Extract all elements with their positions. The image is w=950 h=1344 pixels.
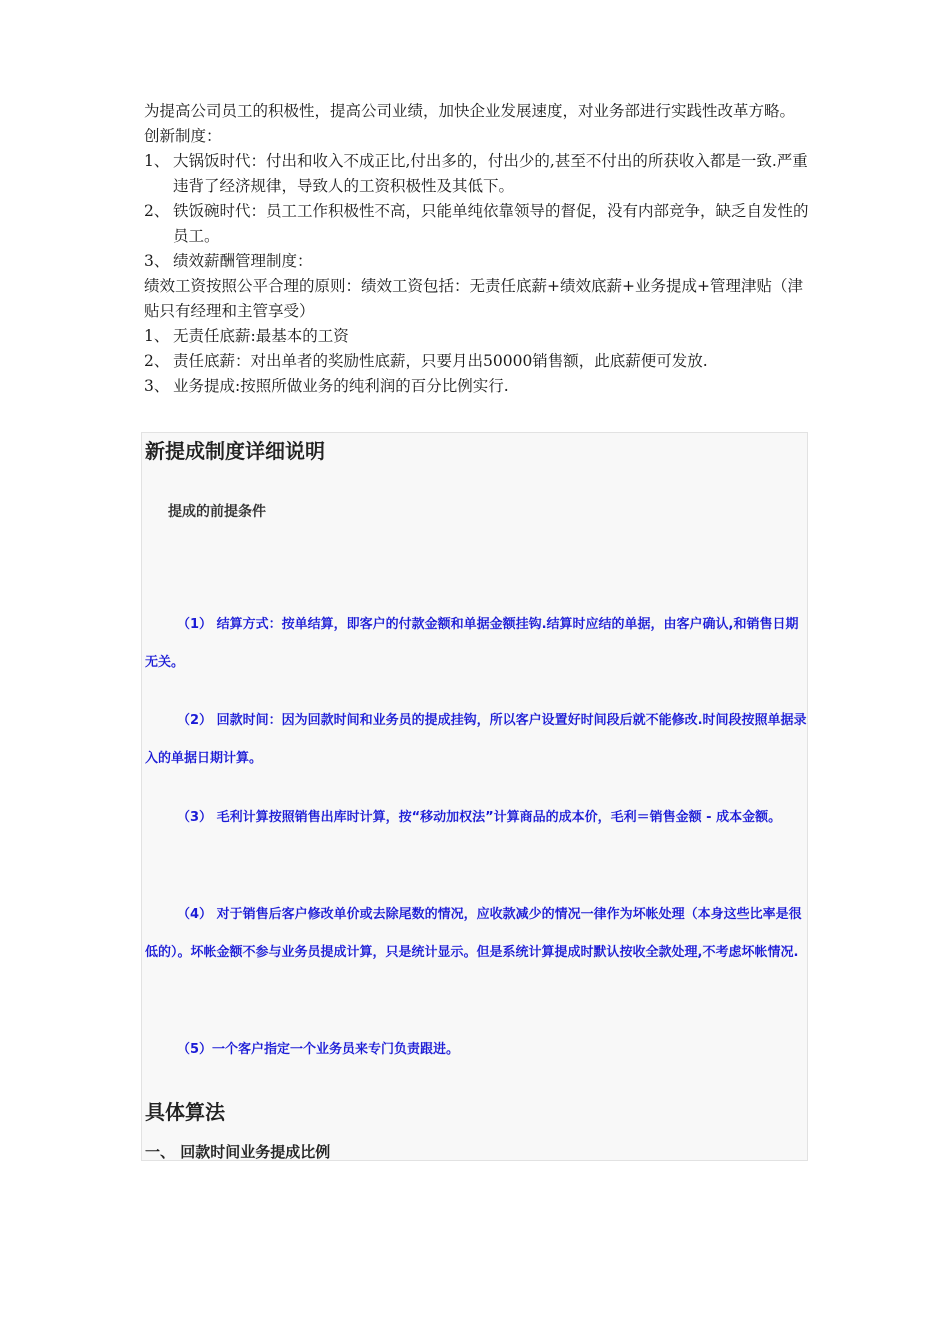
rule-text: （2） 回款时间：因为回款时间和业务员的提成挂钩，所以客户设置好时间段后就不能修改.时间段按照单据录入的单据日期计算。 xyxy=(145,713,807,766)
list-text: 大锅饭时代：付出和收入不成正比,付出多的，付出少的,甚至不付出的所获收入都是一致.严重违背了经济规律，导致人的工资积极性及其低下。 xyxy=(173,152,808,195)
section-title: 新提成制度详细说明 xyxy=(145,439,325,463)
list-text: 绩效薪酬管理制度： xyxy=(173,252,313,270)
list-number: 2、 xyxy=(144,202,170,220)
list-text: 业务提成:按照所做业务的纯利润的百分比例实行. xyxy=(173,377,509,395)
list-item xyxy=(144,324,810,349)
list-number: 3、 xyxy=(144,377,170,395)
list-item xyxy=(144,349,810,374)
list-number: 1、 xyxy=(144,152,170,170)
list-item xyxy=(144,149,810,199)
rule-1 xyxy=(145,606,807,681)
rule-3 xyxy=(145,799,807,837)
salary-paragraph: 绩效工资按照公平合理的原则：绩效工资包括：无责任底薪+绩效底薪+业务提成+管理津贴（津贴只有经理和主管享受） xyxy=(144,277,803,320)
rule-text: （1） 结算方式：按单结算，即客户的付款金额和单据金额挂钩.结算时应结的单据，由客户确认,和销售日期无关。 xyxy=(145,617,799,670)
intro-heading: 创新制度： xyxy=(144,127,222,145)
rule-4 xyxy=(145,896,807,971)
list-number: 1、 xyxy=(144,327,170,345)
rule-text: （4） 对于销售后客户修改单价或去除尾数的情况，应收款减少的情况一律作为坏帐处理（本身这些比率是很低的）。坏帐金额不参与业务员提成计算，只是统计显示。但是系统计算提成时默认按收全款处理,不考虑坏帐情况. xyxy=(145,907,802,960)
list-item xyxy=(144,249,810,274)
algorithm-item: 一、 回款时间业务提成比例 xyxy=(145,1143,331,1161)
rule-text: （5）一个客户指定一个业务员来专门负责跟进。 xyxy=(177,1042,460,1057)
rule-2 xyxy=(145,702,807,777)
rule-text: （3） 毛利计算按照销售出库时计算，按“移动加权法”计算商品的成本价，毛利＝销售金额 - 成本金额。 xyxy=(177,810,782,825)
intro-text xyxy=(144,99,810,399)
list-number: 3、 xyxy=(144,252,170,270)
algorithm-title: 具体算法 xyxy=(145,1100,225,1124)
list-item xyxy=(144,374,810,399)
list-number: 2、 xyxy=(144,352,170,370)
intro-paragraph: 为提高公司员工的积极性，提高公司业绩，加快企业发展速度，对业务部进行实践性改革方略。 xyxy=(144,102,796,120)
rule-5 xyxy=(145,1031,807,1069)
list-text: 铁饭碗时代：员工工作积极性不高，只能单纯依靠领导的督促，没有内部竞争，缺乏自发性的员工。 xyxy=(173,202,809,245)
commission-section xyxy=(141,432,808,1161)
list-text: 责任底薪：对出单者的奖励性底薪，只要月出50000销售额，此底薪便可发放. xyxy=(173,352,708,370)
list-item xyxy=(144,199,810,249)
section-subtitle: 提成的前提条件 xyxy=(168,504,266,520)
list-text: 无责任底薪:最基本的工资 xyxy=(173,327,349,345)
